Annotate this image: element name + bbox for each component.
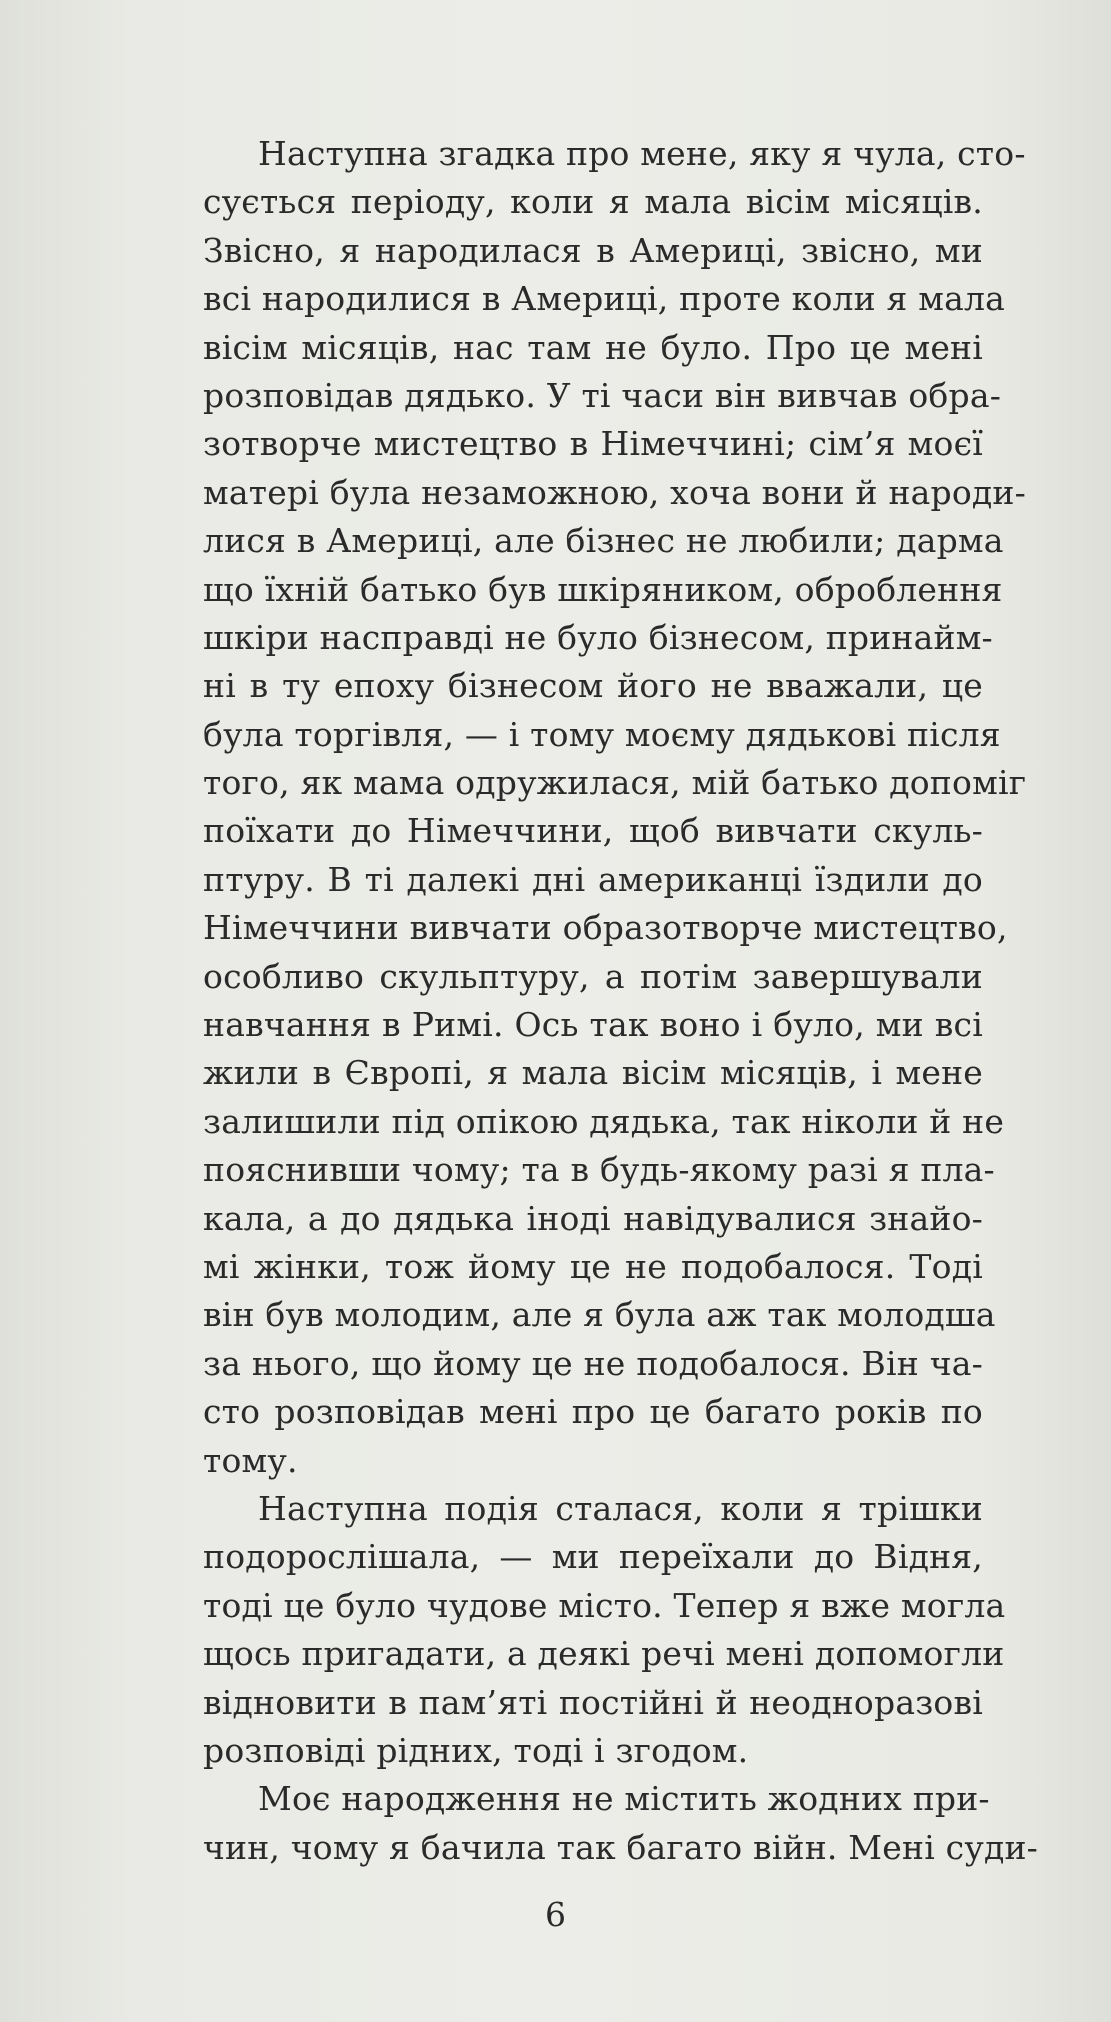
body-text <box>203 130 1039 1872</box>
text-line: відновити в пам’яті постійні й неодноразові <box>203 1682 983 1722</box>
text-line: розповіді рідних, тоді і згодом. <box>203 1730 749 1770</box>
text-line: матері була незаможною, хоча вони й народи- <box>203 472 1026 512</box>
text-line: тому. <box>203 1440 298 1480</box>
paragraph <box>203 1775 1039 1872</box>
text-line: тоді це було чудове місто. Тепер я вже могла <box>203 1585 1006 1625</box>
text-line: Звісно, я народилася в Америці, звісно, ми <box>203 230 983 270</box>
text-line: мі жінки, тож йому це не подобалося. Тоді <box>203 1246 983 1286</box>
page-number: 6 <box>545 1895 566 1934</box>
text-line: зотворче мистецтво в Німеччині; сім’я моєї <box>203 424 983 464</box>
text-line: того, як мама одружилася, мій батько допоміг <box>203 763 1027 803</box>
text-line: кала, а до дядька іноді навідувалися знайо- <box>203 1198 983 1238</box>
text-line: він був молодим, але я була аж так молодша <box>203 1295 996 1335</box>
text-line: жили в Європі, я мала вісім місяців, і мене <box>203 1053 983 1093</box>
text-line: сто розповідав мені про це багато років по <box>203 1392 983 1432</box>
text-line: лися в Америці, але бізнес не любили; дарма <box>203 521 1004 561</box>
text-line: Моє народження не містить жодних при- <box>258 1779 990 1819</box>
text-line: Наступна подія сталася, коли я трішки <box>258 1488 983 1528</box>
text-line: сується періоду, коли я мала вісім місяців. <box>203 182 983 222</box>
text-line: залишили під опікою дядька, так ніколи й не <box>203 1101 1005 1141</box>
text-line: ні в ту епоху бізнесом його не вважали, це <box>203 666 983 706</box>
text-line: птуру. В ті далекі дні американці їздили до <box>203 859 983 899</box>
text-line: шкіри насправді не було бізнесом, принайм- <box>203 617 993 657</box>
text-line: за нього, що йому це не подобалося. Він ча- <box>203 1343 983 1383</box>
text-line: поїхати до Німеччини, щоб вивчати скуль- <box>203 811 983 851</box>
text-line: що їхній батько був шкіряником, оброблення <box>203 569 1003 609</box>
text-line: чин, чому я бачила так багато війн. Мені суди- <box>203 1827 1039 1867</box>
text-line: розповідав дядько. У ті часи він вивчав обра- <box>203 375 1002 415</box>
paragraph <box>203 130 1027 1485</box>
text-line: Наступна згадка про мене, яку я чула, сто- <box>258 134 1026 173</box>
text-line: всі народилися в Америці, проте коли я мала <box>203 279 1006 319</box>
text-line: особливо скульптуру, а потім завершували <box>203 956 983 996</box>
text-line: подорослішала, — ми переїхали до Відня, <box>203 1537 983 1577</box>
text-line: щось пригадати, а деякі речі мені допомогли <box>203 1634 1005 1674</box>
text-line: пояснивши чому; та в будь-якому разі я пла- <box>203 1150 995 1190</box>
text-line: вісім місяців, нас там не було. Про це мені <box>203 327 983 367</box>
text-line: була торгівля, — і тому моєму дядькові після <box>203 714 1001 754</box>
text-line: Німеччини вивчати образотворче мистецтво, <box>203 908 1008 948</box>
text-line: навчання в Римі. Ось так воно і було, ми всі <box>203 1005 983 1045</box>
paragraph <box>203 1485 1006 1775</box>
